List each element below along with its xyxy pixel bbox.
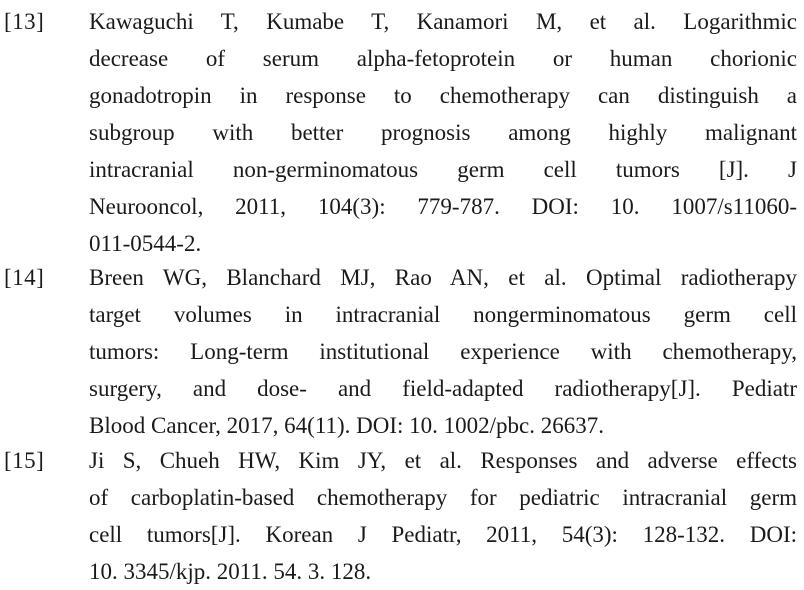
- reference-line: tumors: Long-term institutional experience with chemotherapy,: [89, 339, 797, 364]
- reference-number: [15]: [4, 448, 45, 473]
- reference-line: subgroup with better prognosis among highly malignant: [89, 120, 797, 145]
- reference-line: cell tumors[J]. Korean J Pediatr, 2011, 54(3): 128-132. DOI:: [89, 522, 797, 547]
- reference-line: Kawaguchi T, Kumabe T, Kanamori M, et al. Logarithmic: [89, 9, 797, 34]
- reference-line: intracranial non-germinomatous germ cell tumors [J]. J: [89, 157, 797, 182]
- reference-line: Breen WG, Blanchard MJ, Rao AN, et al. Optimal radiotherapy: [89, 265, 797, 290]
- reference-text: [89, 3, 797, 262]
- reference-line: Ji S, Chueh HW, Kim JY, et al. Responses and adverse effects: [89, 448, 797, 473]
- reference-text: [89, 442, 797, 590]
- reference-line: gonadotropin in response to chemotherapy can distinguish a: [89, 83, 797, 108]
- reference-line: Neurooncol, 2011, 104(3): 779-787. DOI: 10. 1007/s11060-: [89, 194, 797, 219]
- reference-line: 10. 3345/kjp. 2011. 54. 3. 128.: [89, 559, 372, 584]
- reference-line: surgery, and dose- and field-adapted radiotherapy[J]. Pediatr: [89, 376, 797, 401]
- reference-line: decrease of serum alpha-fetoprotein or human chorionic: [89, 46, 797, 71]
- reference-line: Blood Cancer, 2017, 64(11). DOI: 10. 1002/pbc. 26637.: [89, 413, 605, 438]
- reference-text: [89, 259, 797, 444]
- reference-number: [13]: [4, 9, 45, 34]
- reference-number: [14]: [4, 265, 45, 290]
- reference-line: 011-0544-2.: [89, 231, 202, 256]
- reference-line: target volumes in intracranial nongerminomatous germ cell: [89, 302, 797, 327]
- reference-line: of carboplatin-based chemotherapy for pediatric intracranial germ: [89, 485, 797, 510]
